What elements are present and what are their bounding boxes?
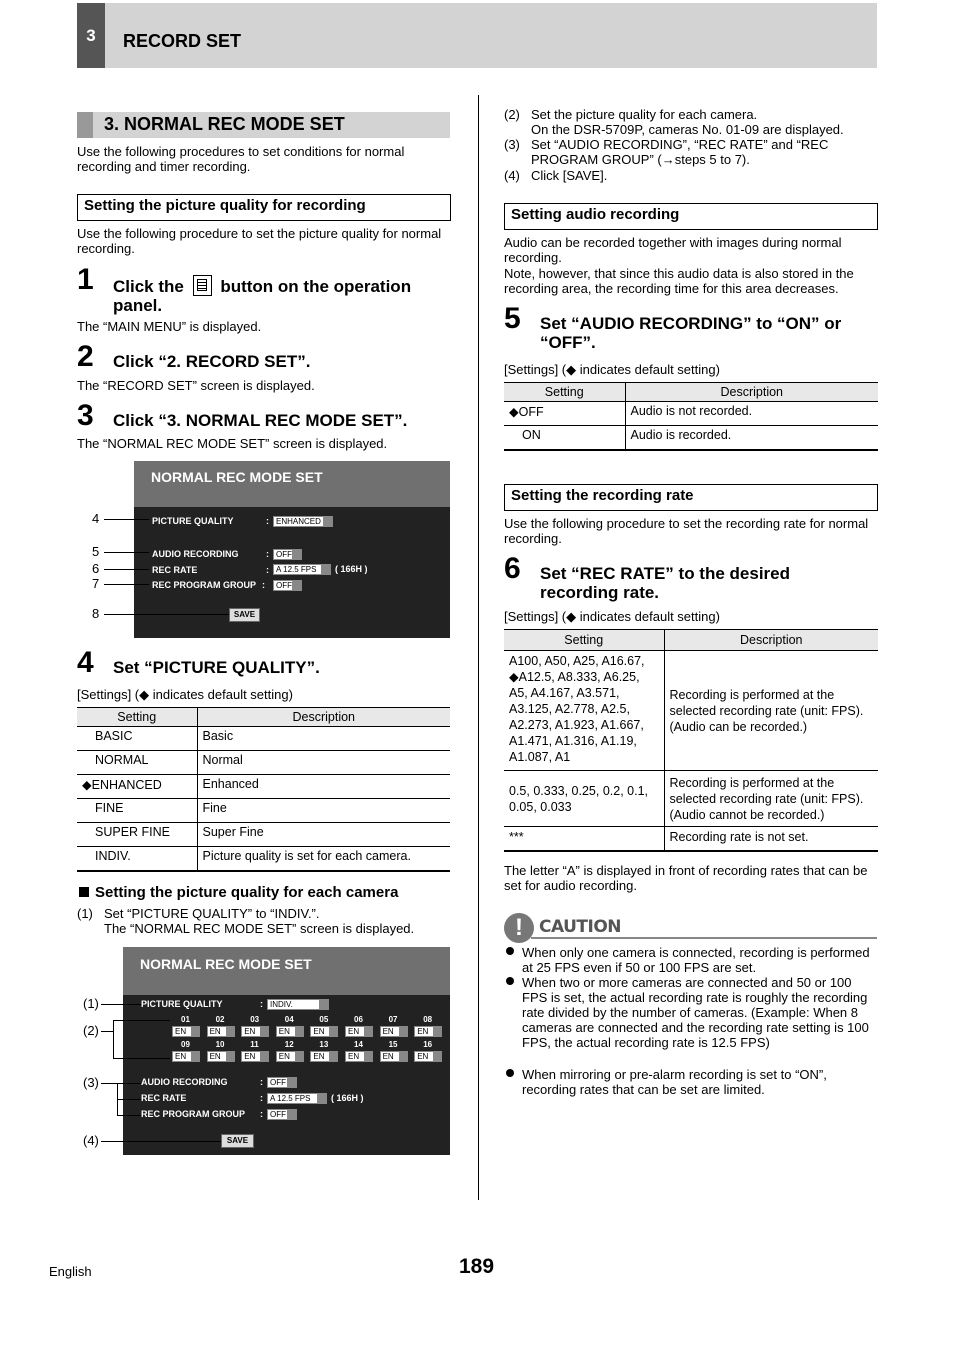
callout-line [104,552,149,553]
camera-quality-dropdown[interactable]: EN [172,1026,200,1037]
camera-quality-dropdown[interactable]: EN [207,1026,235,1037]
caution-rule [531,937,877,939]
table-row [504,651,878,771]
camera-number: 09 [181,1040,190,1049]
table-cell: Recording rate is not set. [664,827,878,851]
camera-number: 14 [354,1040,363,1049]
colon: : [266,565,269,575]
callout-8: 8 [92,606,100,621]
table-header: Description [664,630,878,651]
camera-quality-dropdown[interactable]: EN [310,1026,338,1037]
callout-line [104,614,229,615]
step-2-text: Click “2. RECORD SET”. [113,352,311,371]
chevron-down-icon [287,1110,296,1119]
table-header: Description [197,708,450,727]
save-button[interactable]: SAVE [221,1134,254,1148]
table-row [77,775,450,799]
step-6-number: 6 [504,552,521,585]
table-row [77,799,450,823]
rec-rate-hours: ( 166H ) [331,1093,364,1103]
chevron-down-icon [260,1027,269,1036]
table-header: Setting [77,708,197,727]
table-cell: 0.5, 0.333, 0.25, 0.2, 0.1, 0.05, 0.033 [504,771,664,827]
step-4-number: 4 [77,646,94,679]
section-title: 3. NORMAL REC MODE SET [104,114,345,134]
column-divider [478,95,479,1200]
audio-intro: Audio can be recorded together with images during normal recording. [504,235,842,265]
table-row [77,751,450,775]
caution-item: When only one camera is connected, recording is performed at 25 FPS even if 50 or 100 FPS are set. [522,945,870,975]
substep-2-number: (2) [504,107,520,122]
chapter-number: 3 [77,3,105,68]
chevron-down-icon [317,1094,326,1103]
table-row [504,426,878,450]
step-6-text-b: recording rate. [540,583,660,602]
table-cell: NORMAL [77,751,197,775]
table-row [77,727,450,751]
table-cell: Fine [197,799,450,823]
step-1-text-b: button on the operation [220,277,412,296]
step-5-text-a: Set “AUDIO RECORDING” to “ON” or [540,314,842,333]
chevron-down-icon [226,1052,235,1061]
colon: : [260,1077,263,1087]
step-5-number: 5 [504,302,521,335]
table-cell: Super Fine [197,823,450,847]
substep-1-number: (1) [77,906,93,921]
camera-quality-dropdown[interactable]: EN [380,1051,408,1062]
substep-3-text2: PROGRAM GROUP” (→steps 5 to 7). [531,152,750,167]
bullet-icon [506,1069,514,1077]
table-cell: ◆OFF [504,402,625,426]
camera-number: 16 [423,1040,433,1049]
table-cell: SUPER FINE [77,823,197,847]
camera-quality-dropdown[interactable]: EN [207,1051,235,1062]
camera-quality-dropdown[interactable]: EN [276,1051,304,1062]
picture-quality-value: ENHANCED [276,517,321,526]
audio-heading: Setting audio recording [504,203,878,230]
step-2-number: 2 [77,340,94,373]
table-cell: A100, A50, A25, A16.67, ◆A12.5, A8.333, A6.25, A5, A4.167, A3.571, A3.125, A2.778, A2.5, A2.273, A1.923, A1.667, A1.471, A1.316, A1.19, A1.087, A1 [504,651,664,771]
camera-quality-dropdown[interactable]: EN [345,1051,373,1062]
chevron-down-icon [329,1052,338,1061]
callout-3: (3) [83,1075,99,1090]
chevron-down-icon [295,1027,304,1036]
screen-title: NORMAL REC MODE SET [134,461,450,507]
table-cell: Recording is performed at the selected recording rate (unit: FPS). (Audio can be recorded.) [664,651,878,771]
table-cell: INDIV. [77,847,197,871]
each-camera-heading: Setting the picture quality for each camera [95,884,399,901]
step-3-number: 3 [77,399,94,432]
rec-rate-hours: ( 166H ) [335,564,368,574]
colon: : [266,516,269,526]
camera-number: 08 [423,1015,433,1024]
section-intro: Use the following procedures to set conditions for normal recording and timer recording. [77,144,405,174]
step-1-text-a: Click the [113,277,184,296]
chevron-down-icon [295,1052,304,1061]
table-cell: Audio is not recorded. [625,402,878,426]
step-2-note: The “RECORD SET” screen is displayed. [77,378,315,393]
table-row [504,827,878,851]
camera-number: 12 [284,1040,294,1049]
menu-button-icon [193,275,212,296]
chevron-down-icon [287,1078,296,1087]
picture-quality-table [77,707,450,872]
step-6-text-a: Set “REC RATE” to the desired [540,564,790,583]
screenshot-normal-rec-mode-set [134,461,450,638]
chevron-down-icon [292,550,301,559]
chevron-down-icon [399,1027,408,1036]
callout-line [101,1083,141,1084]
table-cell: FINE [77,799,197,823]
table-cell: Enhanced [197,775,450,799]
table-cell: BASIC [77,727,197,751]
camera-quality-dropdown[interactable]: EN [241,1051,269,1062]
callout-1: (1) [83,996,99,1011]
callout-2: (2) [83,1023,99,1038]
camera-number: 06 [354,1015,363,1024]
table-cell: ◆ENHANCED [77,775,197,799]
rec-rate-value: A 12.5 FPS [276,565,317,574]
step-4-note: [Settings] (◆ indicates default setting) [77,687,293,702]
table-cell: Normal [197,751,450,775]
camera-quality-dropdown[interactable]: EN [380,1026,408,1037]
callout-line [101,1141,221,1142]
chevron-down-icon [329,1027,338,1036]
step-1-number: 1 [77,263,94,296]
section-title-accent [77,112,93,138]
audio-table [504,382,878,451]
camera-quality-dropdown[interactable]: EN [172,1051,200,1062]
step-1-note: The “MAIN MENU” is displayed. [77,319,262,334]
table-header: Description [625,383,878,402]
callout-line [101,1004,141,1005]
picture-quality-label: PICTURE QUALITY [152,516,234,526]
page-number: 189 [459,1255,495,1278]
table-cell: Basic [197,727,450,751]
caution-icon: ! [504,913,534,943]
chevron-down-icon [433,1052,442,1061]
callout-4: 4 [92,511,100,526]
chevron-down-icon [292,581,301,590]
table-row [504,771,878,827]
callout-7: 7 [92,576,100,591]
chevron-down-icon [260,1052,269,1061]
chevron-down-icon [191,1052,200,1061]
step-1-text-c: panel. [113,296,163,315]
callout-4: (4) [83,1133,99,1148]
chevron-down-icon [323,517,332,526]
audio-recording-value: OFF [270,1078,286,1087]
callout-5: 5 [92,544,100,559]
substep-2-text: Set the picture quality for each camera. [531,107,758,122]
step-6-note: [Settings] (◆ indicates default setting) [504,609,720,624]
callout-6: 6 [92,561,100,576]
audio-recording-value: OFF [276,550,292,559]
camera-quality-dropdown[interactable]: EN [414,1051,442,1062]
camera-quality-dropdown[interactable]: EN [276,1026,304,1037]
table-row [77,823,450,847]
substep-2-note: On the DSR-5709P, cameras No. 01-09 are displayed. [531,122,844,137]
colon: : [262,580,265,590]
callout-bracket [113,1020,114,1058]
step-1-text [113,275,453,315]
callout-line [104,519,149,520]
substep-1-text: Set “PICTURE QUALITY” to “INDIV.”. [104,906,320,921]
bullet-icon [506,977,514,985]
camera-number: 05 [319,1015,329,1024]
substep-3-number: (3) [504,137,520,152]
table-header: Setting [504,383,625,402]
callout-line [104,569,149,570]
picture-quality-label: PICTURE QUALITY [141,999,223,1009]
substep-4-text: Click [SAVE]. [531,168,608,183]
rate-intro: Use the following procedure to set the recording rate for normal recording. [504,516,869,546]
camera-number: 04 [284,1015,294,1024]
callout-line [104,584,149,585]
chevron-down-icon [399,1052,408,1061]
caution-title: CAUTION [539,917,622,937]
rec-program-group-value: OFF [276,581,292,590]
quality-intro: Use the following procedure to set the picture quality for normal recording. [77,226,442,256]
audio-note: Note, however, that since this audio data is also stored in the recording area, the recording time for this area decreases. [504,266,854,296]
chevron-down-icon [321,565,330,574]
table-row [77,847,450,871]
camera-quality-dropdown[interactable]: EN [414,1026,442,1037]
camera-number: 11 [250,1040,259,1049]
camera-quality-dropdown[interactable]: EN [310,1051,338,1062]
callout-line [101,1031,113,1032]
table-header: Setting [504,630,664,651]
step-6-text [540,564,878,602]
substep-1-note: The “NORMAL REC MODE SET” screen is displayed. [104,921,415,936]
callout-line [117,1099,141,1100]
colon: : [260,1109,263,1119]
camera-number: 01 [181,1015,190,1024]
callout-line [113,1058,170,1059]
rec-program-group-label: REC PROGRAM GROUP [152,580,257,590]
rec-rate-label: REC RATE [141,1093,187,1103]
camera-number: 13 [319,1040,329,1049]
save-button[interactable]: SAVE [229,608,260,622]
picture-quality-value: INDIV. [270,1000,293,1009]
table-cell: Picture quality is set for each camera. [197,847,450,871]
camera-number: 07 [388,1015,398,1024]
substep-4-number: (4) [504,168,520,183]
chevron-down-icon [433,1027,442,1036]
table-cell: Recording is performed at the selected recording rate (unit: FPS). (Audio cannot be recorded.) [664,771,878,827]
table-cell: ON [504,426,625,450]
screenshot-indiv-quality [123,947,450,1155]
camera-number: 15 [388,1040,398,1049]
caution-item: When mirroring or pre-alarm recording is set to “ON”, recording rates that can be set are limited. [522,1067,827,1097]
camera-quality-dropdown[interactable]: EN [345,1026,373,1037]
camera-quality-dropdown[interactable]: EN [241,1026,269,1037]
chevron-down-icon [226,1027,235,1036]
audio-recording-label: AUDIO RECORDING [141,1077,228,1087]
colon: : [266,549,269,559]
rec-rate-value: A 12.5 FPS [270,1094,311,1103]
chevron-down-icon [319,1000,328,1009]
step-5-note: [Settings] (◆ indicates default setting) [504,362,720,377]
audio-recording-label: AUDIO RECORDING [152,549,239,559]
step-4-text: Set “PICTURE QUALITY”. [113,658,320,677]
camera-number: 10 [215,1040,225,1049]
table-cell: Audio is recorded. [625,426,878,450]
callout-line [113,1020,170,1021]
footer-language: English [49,1264,92,1279]
camera-number: 03 [250,1015,260,1024]
substep-3-text: Set “AUDIO RECORDING”, “REC RATE” and “REC [531,137,829,152]
screen-title: NORMAL REC MODE SET [123,947,450,995]
chapter-title: RECORD SET [123,31,242,51]
rate-footnote: The letter “A” is displayed in front of recording rates that can be set for audio recording. [504,863,868,893]
table-cell: *** [504,827,664,851]
square-bullet-icon [79,887,89,897]
bullet-icon [506,947,514,955]
table-row [504,402,878,426]
camera-number: 02 [215,1015,225,1024]
step-3-note: The “NORMAL REC MODE SET” screen is displayed. [77,436,388,451]
chevron-down-icon [364,1052,373,1061]
chevron-down-icon [364,1027,373,1036]
quality-heading: Setting the picture quality for recording [77,194,451,221]
step-3-text: Click “3. NORMAL REC MODE SET”. [113,411,408,430]
colon: : [260,1093,263,1103]
chevron-down-icon [191,1027,200,1036]
rec-program-group-label: REC PROGRAM GROUP [141,1109,246,1119]
colon: : [260,999,263,1009]
rec-rate-label: REC RATE [152,565,198,575]
caution-item: When two or more cameras are connected and 50 or 100 FPS is set, the actual recording rate is roughly the recording rate divided by the number of cameras. (Example: When 8 cameras are connected and the recording rate setting is 100 FPS, the actual recording rate is 12.5 FPS) [522,975,869,1050]
step-5-text [540,314,878,352]
step-5-text-b: “OFF”. [540,333,596,352]
callout-line [117,1115,141,1116]
rate-heading: Setting the recording rate [504,484,878,511]
rec-program-group-value: OFF [270,1110,286,1119]
rate-table [504,629,878,852]
